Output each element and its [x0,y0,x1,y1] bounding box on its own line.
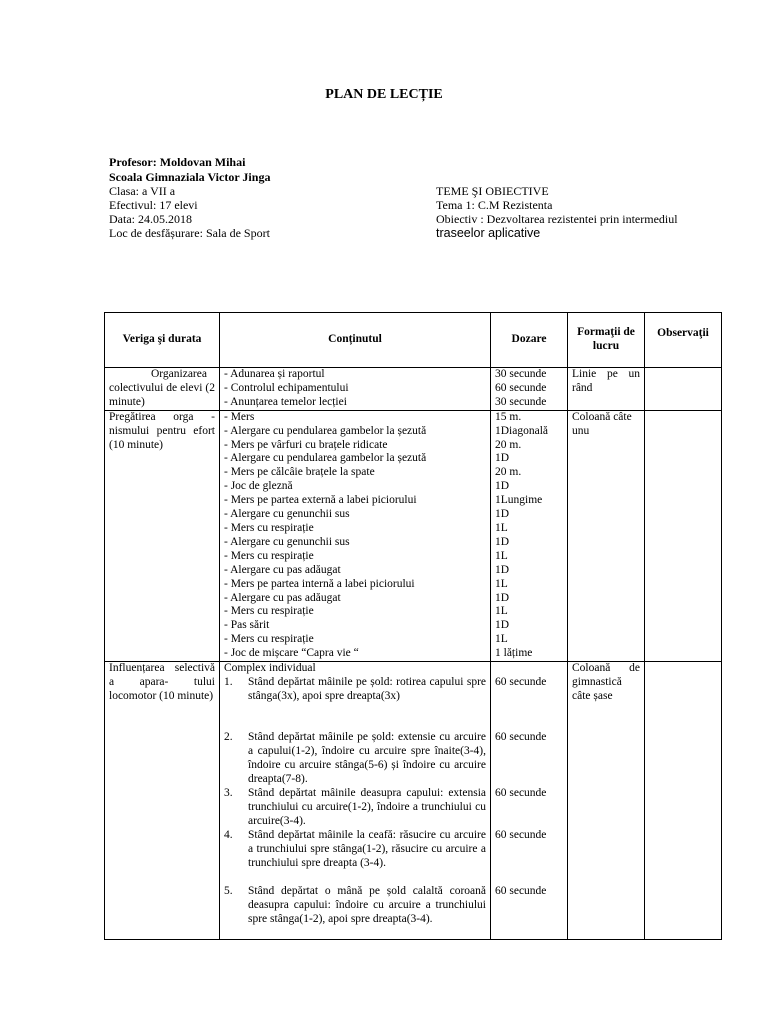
dosage-value: 1D [495,619,510,632]
table-row [105,662,722,940]
exercise-number: 3. [224,786,233,799]
teacher-name: Profesor: Moldovan Mihai [109,155,246,169]
row-observatii [645,410,722,661]
list-item: - Alergare cu genunchii sus [224,535,350,548]
exercise-item [224,676,486,731]
list-item: - Adunarea și raportul [224,368,325,380]
dosage-value: 1 lățime [495,647,533,660]
list-item: - Alergare cu pendularea gambelor la șezută [224,424,427,437]
header-observatii: Observaţii [645,313,722,368]
dosage-value: 60 secunde [495,676,547,689]
exercise-text: Stând depărtat o mână pe șold calaltă coroană deasupra capului: îndoire cu arcuire a trunchiului spre stânga(1-2), apoi spre dreapta(3-4). [248,884,486,925]
student-count: Efectivul: 17 elevi [109,198,198,212]
exercise-number: 5. [224,884,233,897]
table-row [105,368,722,411]
list-item: - Mers cu respirație [224,521,314,534]
exercise-item [224,885,486,927]
header-formatii: Formaţii de lucru [568,313,645,368]
table-header-row [105,313,722,368]
exercise-number: 1. [224,675,233,688]
list-item: - Mers pe partea internă a labei piciorului [224,577,415,590]
table-row [105,410,722,661]
lesson-plan-table [104,312,722,940]
row-dozare [491,368,568,411]
list-item: - Alergare cu pendularea gambelor la șezută [224,452,427,465]
dosage-value: 1D [495,508,510,521]
complex-title: Complex individual [224,662,316,675]
exercise-text: Stând depărtat mâinile pe șold: extensie cu arcuire a capului(1-2), îndoire cu arcuire spre înaite(3-4), îndoire cu arcuire stânga(5-6) și îndoire cu arcuire dreapta(7-8). [248,730,486,785]
objective: Obiectiv : Dezvoltarea rezistentei prin intermediul [436,212,678,226]
list-item: - Mers cu respirație [224,633,314,646]
row-formatie: Linie pe un rând [568,368,645,411]
list-item: - Controlul echipamentului [224,381,349,394]
row-dozare [491,410,568,661]
exercise-item [224,787,486,829]
exercise-text: Stând depărtat mâinile la ceafă: răsucire cu arcuire a trunchiului spre stânga(1-2), răsucire cu arcuire a trunchiului spre dreapta (3-4). [248,828,486,869]
dosage-value: 1L [495,633,508,646]
header-dozare: Dozare [491,313,568,368]
dosage-value: 1Diagonală [495,424,549,437]
lesson-date: Data: 24.05.2018 [109,212,192,226]
theme-1: Tema 1: C.M Rezistenta [436,198,553,212]
dosage-value: 1D [495,480,510,493]
header-continut: Conținutul [220,313,491,368]
dosage-value: 20 m. [495,438,522,451]
row-formatie: Coloană câte unu [568,410,645,661]
dosage-value: 15 m. [495,410,522,423]
row-veriga: Pregătirea orga - nismului pentru efort (10 minute) [105,410,220,661]
row-continut [220,662,491,940]
row-formatie: Coloană de gimnastică câte șase [568,662,645,940]
dosage-value: 60 secunde [495,829,547,842]
exercise-text: Stând depărtat mâinile pe șold: rotirea capului spre stânga(3x), apoi spre dreapta(3x) [248,675,486,702]
list-item: - Mers cu respirație [224,549,314,562]
themes-title: TEME ŞI OBIECTIVE [436,184,549,198]
dosage-value: 1D [495,452,510,465]
list-item: - Alergare cu genunchii sus [224,508,350,521]
dosage-value: 1Lungime [495,494,543,507]
row-continut [220,410,491,661]
list-item: - Alergare cu pas adăugat [224,563,341,576]
row-veriga: Influențarea selectivă a apara- tului locomotor (10 minute) [105,662,220,940]
dosage-value: 1L [495,577,508,590]
list-item: - Joc de mișcare “Capra vie “ [224,647,359,660]
exercise-number: 4. [224,828,233,841]
dosage-value: 30 secunde [495,368,547,380]
dosage-value: 1D [495,535,510,548]
dosage-value: 60 secunde [495,885,547,898]
school-name: Scoala Gimnaziala Victor Jinga [109,170,271,184]
list-item: - Mers pe partea externă a labei piciorului [224,494,417,507]
exercise-number: 2. [224,730,233,743]
dosage-value: 60 secunde [495,381,547,394]
list-item: - Joc de gleznă [224,480,293,493]
dosage-value: 60 secunde [495,787,547,800]
class-info: Clasa: a VII a [109,184,176,198]
exercise-list [224,676,486,927]
dosage-value: 1L [495,549,508,562]
list-item: - Mers pe călcâie brațele la spate [224,466,375,479]
dosage-value: 60 secunde [495,731,547,744]
row-observatii [645,368,722,411]
header-veriga: Veriga şi durata [105,313,220,368]
exercise-text: Stând depărtat mâinile deasupra capului: extensia trunchiului cu arcuire(1-2), îndoire a trunchiului cu arcuire(3-4). [248,786,486,827]
dosage-value: 20 m. [495,466,522,479]
list-item: - Pas sărit [224,619,270,632]
row-veriga: Organizarea colectivului de elevi (2 minute) [105,368,220,411]
dosage-value: 1D [495,591,510,604]
row-dozare [491,662,568,940]
dosage-value: 30 secunde [495,395,547,408]
exercise-item [224,731,486,787]
dosage-value: 1L [495,605,508,618]
objective-continued: traseelor aplicative [436,226,541,240]
dosage-value: 1L [495,521,508,534]
list-item: - Alergare cu pas adăugat [224,591,341,604]
list-item: - Mers cu respirație [224,605,314,618]
page-title: PLAN DE LECȚIE [325,87,443,102]
exercise-item [224,829,486,885]
list-item: - Mers pe vârfuri cu brațele ridicate [224,438,388,451]
lesson-location: Loc de desfășurare: Sala de Sport [109,226,270,240]
dosage-value: 1D [495,563,510,576]
row-observatii [645,662,722,940]
row-continut [220,368,491,411]
list-item: - Anunțarea temelor lecției [224,395,347,408]
list-item: - Mers [224,410,255,423]
